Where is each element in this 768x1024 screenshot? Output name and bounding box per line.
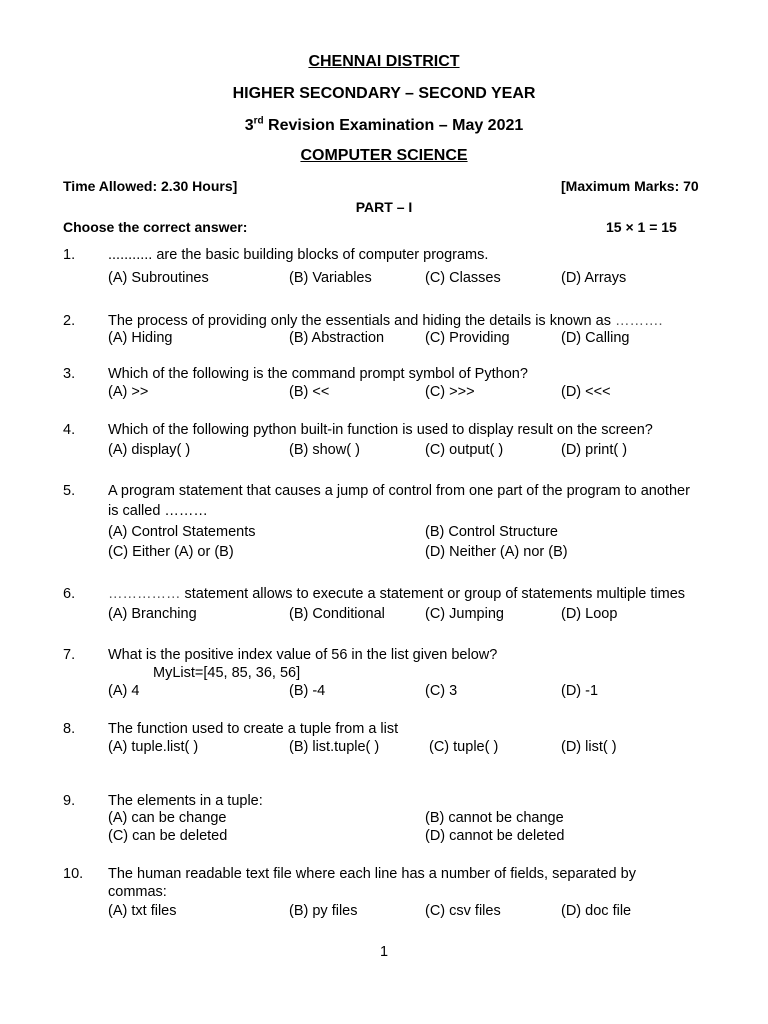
question-text-continued: is called ……… [108,503,208,519]
option-d: (D) print( ) [561,442,628,458]
option-d: (D) list( ) [561,739,617,755]
question-number: 8. [63,721,76,737]
question-number: 3. [63,366,76,382]
exam-title [0,117,768,135]
question-text: The elements in a tuple: [108,793,263,809]
question-number: 9. [63,793,76,809]
question-number: 6. [63,586,76,602]
answer-blank: …………… [108,586,181,602]
option-a: (A) display( ) [108,442,191,458]
option-c: (C) can be deleted [108,828,228,844]
option-a: (A) 4 [108,683,140,699]
option-a: (A) >> [108,384,149,400]
option-a: (A) can be change [108,810,227,826]
option-c: (C) Providing [425,330,510,346]
question-text [108,586,685,602]
question-number: 7. [63,647,76,663]
option-b: (B) Variables [289,270,372,286]
option-a: (A) Subroutines [108,270,209,286]
question-text-continued: commas: [108,884,167,900]
time-allowed: Time Allowed: 2.30 Hours] [63,178,238,194]
question-text: A program statement that causes a jump of control from one part of the program to another [108,483,690,499]
option-b: (B) cannot be change [425,810,564,826]
option-c: (C) Either (A) or (B) [108,544,234,560]
question-text: The function used to create a tuple from a list [108,721,399,737]
instruction: Choose the correct answer: [63,219,248,235]
question-text: What is the positive index value of 56 in the list given below? [108,647,498,663]
question-text: ........... are the basic building blocks of computer programs. [108,247,489,263]
option-c: (C) 3 [425,683,458,699]
option-b: (B) Control Structure [425,524,558,540]
question-text-main: statement allows to execute a statement or group of statements multiple times [184,586,686,602]
option-d: (D) Arrays [561,270,627,286]
option-d: (D) -1 [561,683,599,699]
question-number: 10. [63,866,84,882]
option-a: (A) tuple.list( ) [108,739,199,755]
option-a: (A) txt files [108,903,177,919]
option-c: (C) >>> [425,384,475,400]
part-heading: PART – I [355,199,413,215]
marks-scheme: 15 × 1 = 15 [606,219,677,235]
option-d: (D) Loop [561,606,618,622]
code-line: MyList=[45, 85, 36, 56] [153,665,301,681]
option-b: (B) << [289,384,330,400]
answer-blank: ………. [615,313,663,329]
question-number: 5. [63,483,76,499]
option-b: (B) Abstraction [289,330,385,346]
option-a: (A) Hiding [108,330,173,346]
question-text [108,313,663,329]
class-title: HIGHER SECONDARY – SECOND YEAR [232,85,536,102]
option-c: (C) csv files [425,903,501,919]
option-c: (C) Classes [425,270,501,286]
exam-title-rest: Revision Examination – May 2021 [263,117,524,134]
option-d: (D) Neither (A) nor (B) [425,544,568,560]
option-d: (D) Calling [561,330,630,346]
question-number: 2. [63,313,76,329]
option-c: (C) tuple( ) [429,739,499,755]
option-b: (B) Conditional [289,606,385,622]
option-c: (C) Jumping [425,606,504,622]
question-number: 4. [63,422,76,438]
exam-number: 3 [244,117,254,134]
option-d: (D) cannot be deleted [425,828,565,844]
question-text: Which of the following is the command prompt symbol of Python? [108,366,528,382]
page-number: 1 [379,944,389,960]
option-a: (A) Control Statements [108,524,256,540]
exam-number-suffix: rd [253,115,264,127]
subject-title: COMPUTER SCIENCE [300,147,468,164]
question-text: The human readable text file where each line has a number of fields, separated by [108,866,636,882]
option-b: (B) -4 [289,683,326,699]
option-b: (B) py files [289,903,358,919]
option-d: (D) doc file [561,903,632,919]
option-d: (D) <<< [561,384,611,400]
option-a: (A) Branching [108,606,197,622]
option-c: (C) output( ) [425,442,504,458]
option-b: (B) show( ) [289,442,360,458]
question-text: Which of the following python built-in function is used to display result on the screen? [108,422,653,438]
question-text-main: The process of providing only the essentials and hiding the details is known as [108,313,611,329]
question-number: 1. [63,247,76,263]
option-b: (B) list.tuple( ) [289,739,380,755]
district-title: CHENNAI DISTRICT [308,53,460,70]
maximum-marks: [Maximum Marks: 70 [561,178,699,194]
